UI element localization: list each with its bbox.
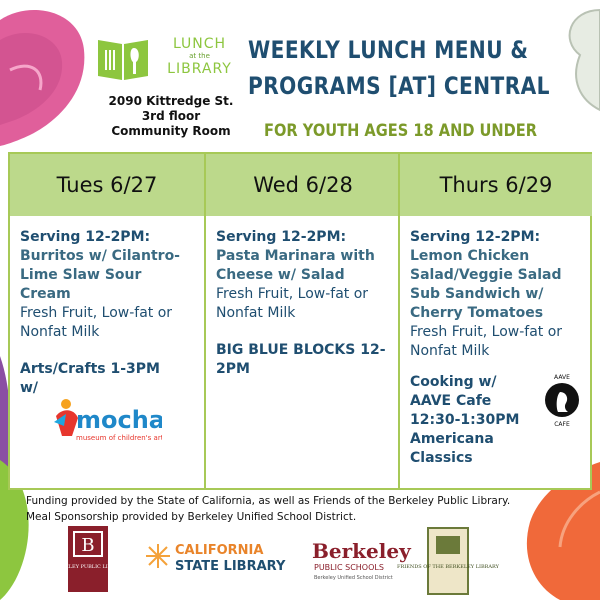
address-room: Community Room	[111, 124, 231, 138]
day-column-wednesday	[204, 154, 400, 488]
funding-line-1: Funding provided by the State of California, as well as Friends of the Berkeley Public Library.	[26, 495, 511, 507]
bps-line-3: Berkeley Unified School District	[314, 575, 393, 581]
day-column-thursday	[398, 154, 592, 488]
logo-lunch-text: LUNCH	[172, 36, 227, 52]
bpl-text: BERKELEY PUBLIC LIBRARY	[50, 564, 126, 570]
program: BIG BLUE BLOCKS 12-2PM	[216, 342, 386, 377]
page-title	[248, 32, 550, 104]
svg-text:B: B	[81, 535, 95, 556]
funding-line-2: Meal Sponsorship provided by Berkeley Unified School District.	[26, 511, 357, 523]
csl-line-1: CALIFORNIA	[175, 543, 264, 558]
mocha-logo	[52, 396, 162, 444]
berkeley-public-schools-logo	[312, 539, 412, 581]
sponsor-logos	[0, 526, 600, 596]
aave-top-text: AAVE	[554, 374, 570, 381]
mushroom-decoration	[560, 0, 600, 120]
logo-library-text: LIBRARY	[167, 61, 232, 77]
title-line-2: PROGRAMS [AT] CENTRAL	[248, 72, 550, 100]
program: Cooking w/ AAVE Cafe 12:30-1:30PM Americana Classics	[410, 374, 520, 466]
bps-line-2: PUBLIC SCHOOLS	[314, 563, 384, 572]
main-dish: Pasta Marinara with Cheese w/ Salad	[216, 248, 375, 283]
day-header: Tues 6/27	[10, 154, 204, 216]
program: Arts/Crafts 1-3PM w/	[20, 361, 160, 396]
main-dish: Lemon Chicken Salad/Veggie Salad Sub Sandwich w/ Cherry Tomatoes	[410, 248, 562, 321]
sides: Fresh Fruit, Low-fat or Nonfat Milk	[216, 286, 369, 321]
serving-time: Serving 12-2PM:	[410, 229, 541, 245]
berkeley-public-library-logo	[50, 526, 126, 592]
mocha-wordmark: mocha	[76, 406, 162, 434]
mocha-figure-icon	[52, 396, 162, 444]
friends-text: FRIENDS OF THE BERKELEY LIBRARY	[397, 564, 499, 570]
california-state-library-logo	[146, 543, 286, 574]
address-street: 2090 Kittredge St.	[108, 94, 234, 108]
aave-cafe-logo	[538, 372, 586, 428]
main-dish: Burritos w/ Cilantro-Lime Slaw Sour Cream	[20, 248, 180, 302]
title-line-1: WEEKLY LUNCH MENU &	[248, 36, 529, 64]
funding-note	[26, 493, 586, 525]
page-subtitle: FOR YOUTH AGES 18 AND UNDER	[264, 121, 538, 141]
serving-time: Serving 12-2PM:	[216, 229, 347, 245]
sides: Fresh Fruit, Low-fat or Nonfat Milk	[410, 324, 563, 359]
logo-at-the-text: at the	[189, 52, 210, 60]
book-fork-knife-icon	[96, 34, 150, 82]
sides: Fresh Fruit, Low-fat or Nonfat Milk	[20, 305, 173, 340]
bps-line-1: Berkeley	[312, 539, 411, 563]
lunch-at-the-library-logo	[96, 34, 246, 86]
day-header: Wed 6/28	[206, 154, 400, 216]
aave-bottom-text: CAFE	[554, 421, 570, 428]
serving-time: Serving 12-2PM:	[20, 229, 151, 245]
day-header: Thurs 6/29	[400, 154, 592, 216]
address-floor: 3rd floor	[141, 109, 201, 123]
mocha-tagline: museum of children's art	[76, 434, 162, 442]
friends-of-library-logo	[397, 528, 500, 594]
csl-line-2: STATE LIBRARY	[175, 559, 286, 574]
pink-swirl-decoration	[0, 0, 86, 150]
address	[96, 94, 246, 139]
